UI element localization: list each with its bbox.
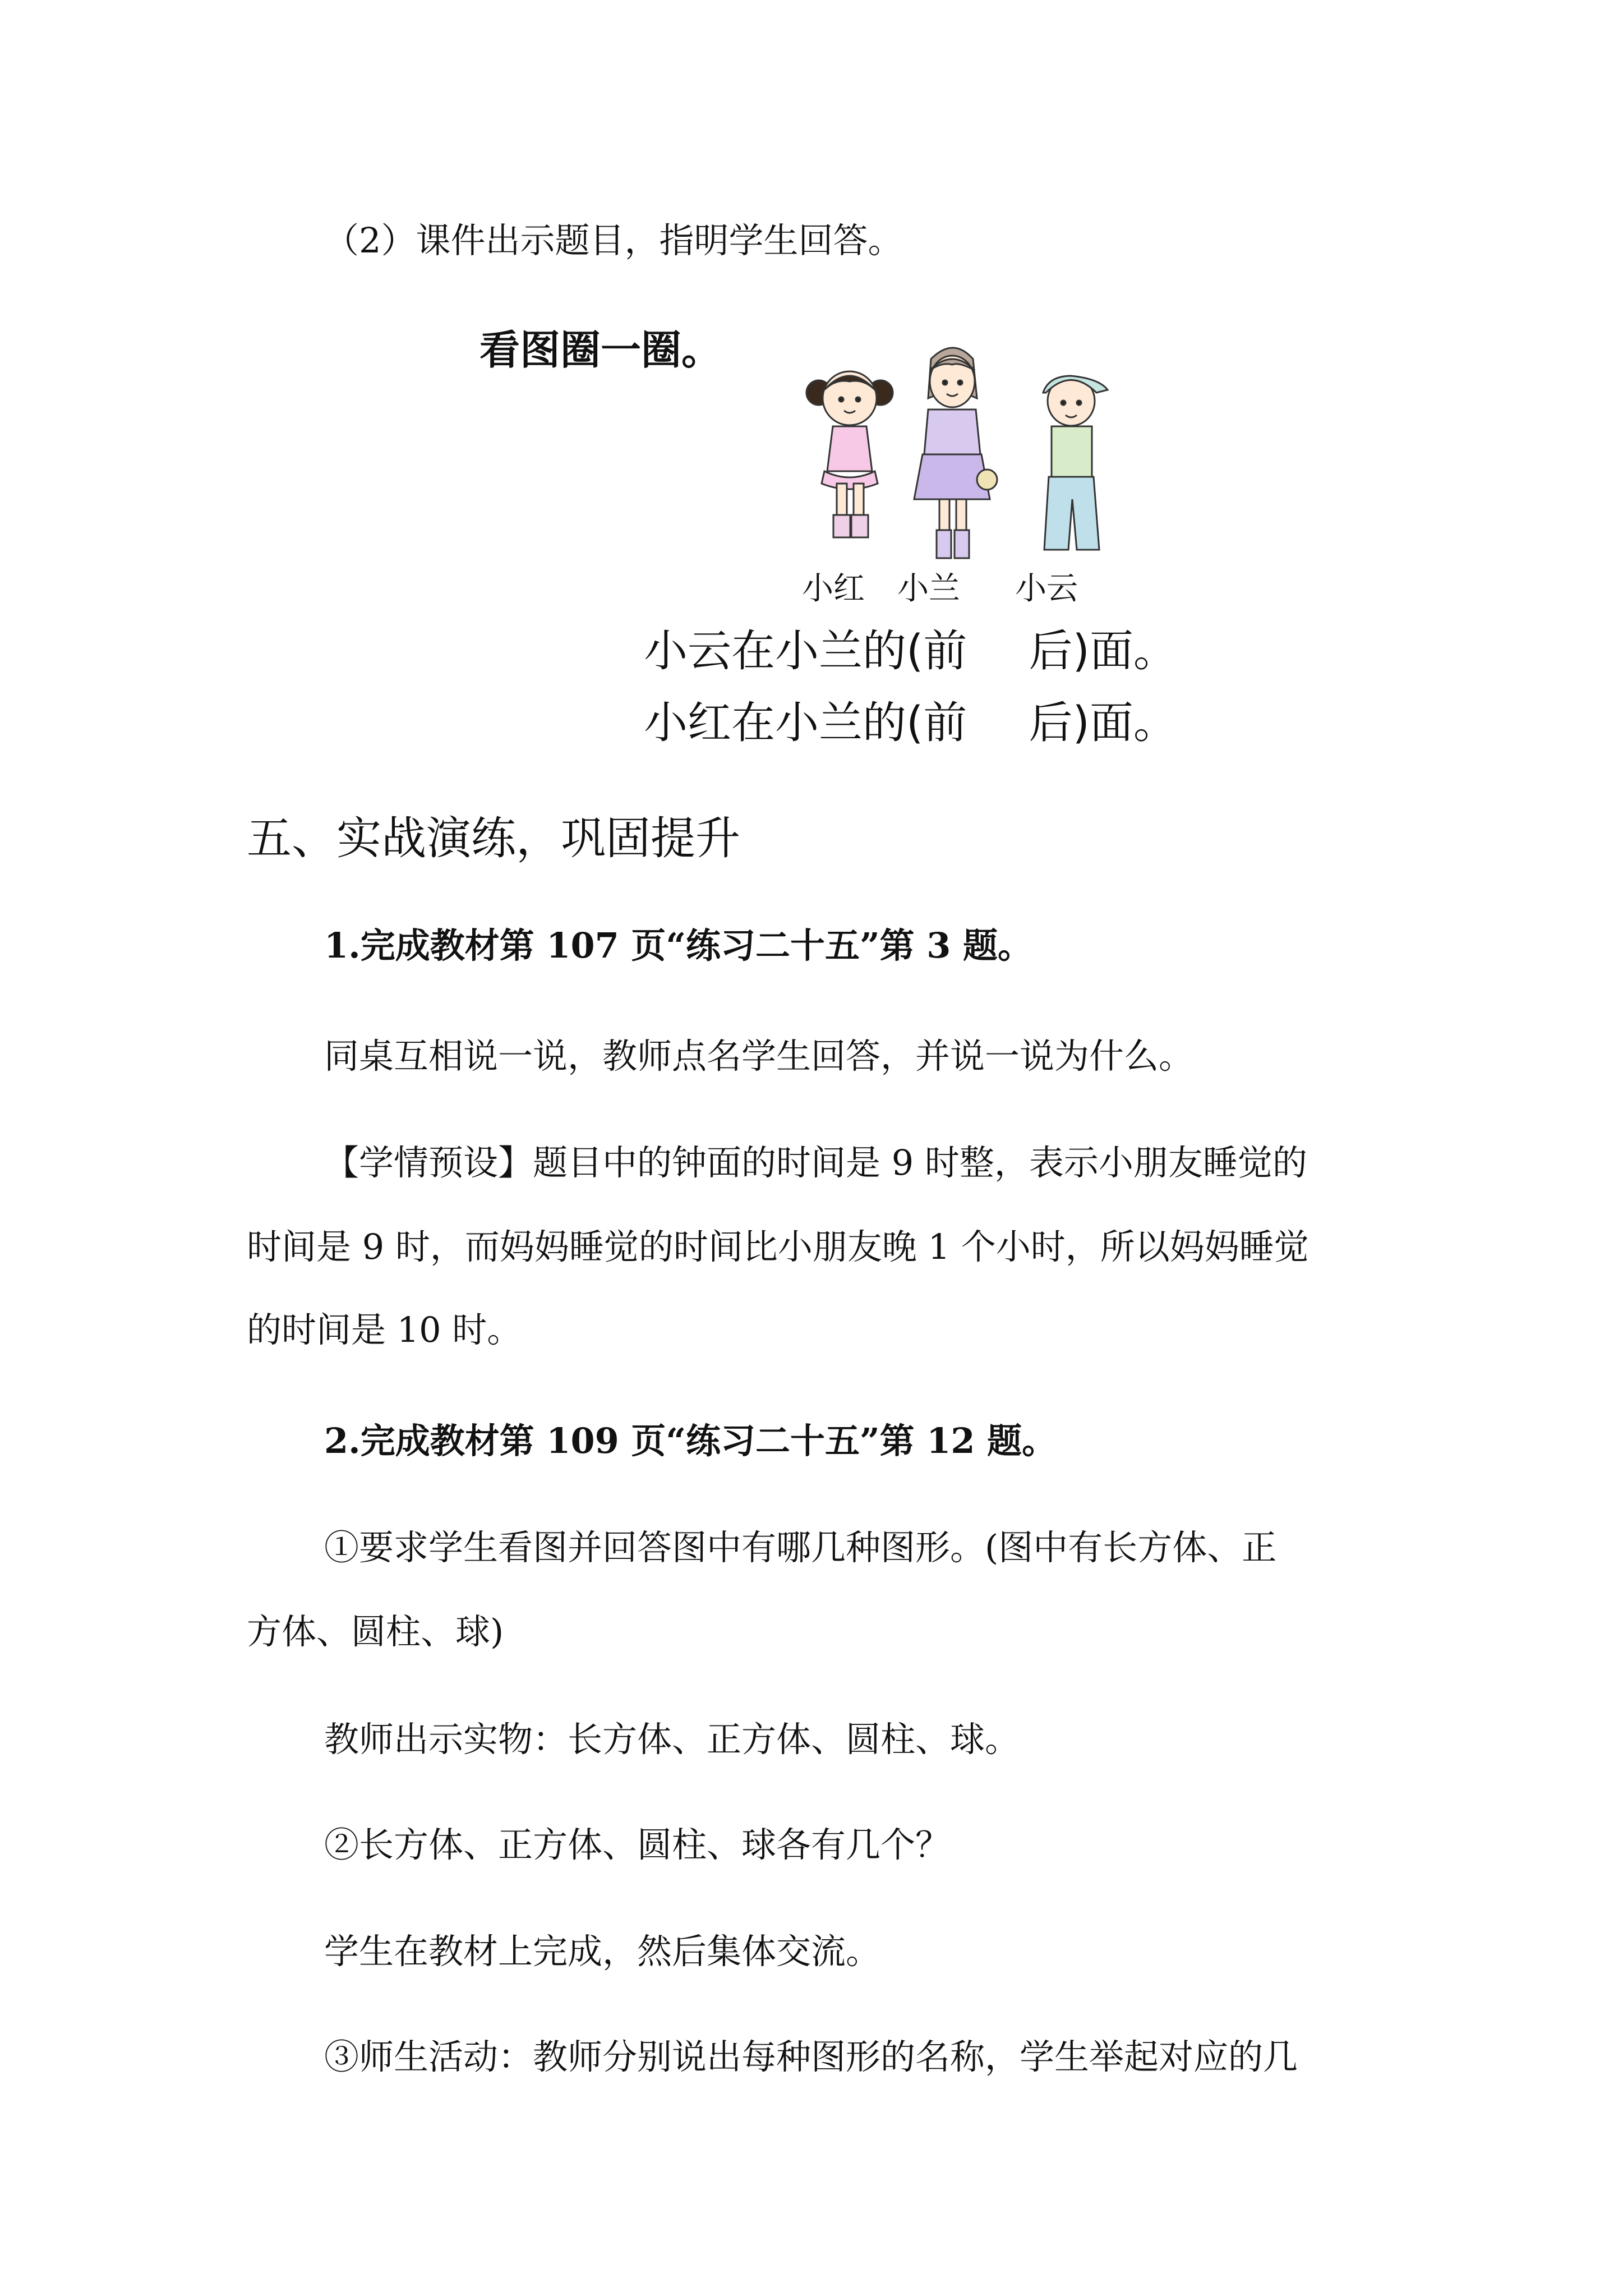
name-label-xiaohong: 小红	[802, 570, 865, 607]
exercise-sentence-2	[644, 698, 1177, 748]
sentence-2-part-before-gap: 小红在小兰的(前	[644, 698, 967, 748]
task2-paragraph-5: ③师生活动：教师分别说出每种图形的名称，学生举起对应的几	[324, 2036, 1298, 2077]
task1-paragraph-2-line-1: 【学情预设】题目中的钟面的时间是 9 时整，表示小朋友睡觉的	[324, 1142, 1307, 1183]
task1-paragraph-2-line-2: 时间是 9 时，而妈妈睡觉的时间比小朋友晚 1 个小时，所以妈妈睡觉	[247, 1226, 1309, 1267]
task1-heading: 1.完成教材第 107 页“练习二十五”第 3 题。	[324, 925, 1032, 966]
task2-heading: 2.完成教材第 109 页“练习二十五”第 12 题。	[324, 1420, 1057, 1461]
task2-paragraph-4: 学生在教材上完成，然后集体交流。	[324, 1931, 881, 1972]
task1-paragraph-1: 同桌互相说一说，教师点名学生回答，并说一说为什么。	[324, 1036, 1194, 1076]
sentence-1-part-after-gap: 后)面。	[1029, 626, 1177, 677]
task2-paragraph-3: ②长方体、正方体、圆柱、球各有几个？	[324, 1824, 951, 1865]
exercise-sentence-1	[644, 626, 1177, 677]
intro-text: （2）课件出示题目，指明学生回答。	[324, 220, 903, 261]
task2-paragraph-2: 教师出示实物：长方体、正方体、圆柱、球。	[324, 1719, 1020, 1760]
section-heading: 五、实战演练，巩固提升	[247, 812, 740, 864]
task2-paragraph-1-line-1: ①要求学生看图并回答图中有哪几种图形。(图中有长方体、正	[324, 1527, 1277, 1568]
girl-xiaolan-figure	[914, 348, 997, 558]
girl-xiaohong-figure	[806, 371, 893, 537]
task2-paragraph-1-line-2: 方体、圆柱、球)	[247, 1611, 504, 1652]
exercise-title: 看图圈一圈。	[479, 326, 722, 374]
sentence-2-part-after-gap: 后)面。	[1029, 698, 1177, 748]
boy-xiaoyun-figure	[1043, 376, 1108, 550]
sentence-1-part-before-gap: 小云在小兰的(前	[644, 626, 967, 677]
task1-paragraph-2-line-3: 的时间是 10 时。	[247, 1309, 522, 1350]
name-label-xiaolan: 小兰	[897, 570, 960, 607]
name-label-xiaoyun: 小云	[1015, 570, 1078, 607]
children-illustration	[802, 337, 1116, 572]
